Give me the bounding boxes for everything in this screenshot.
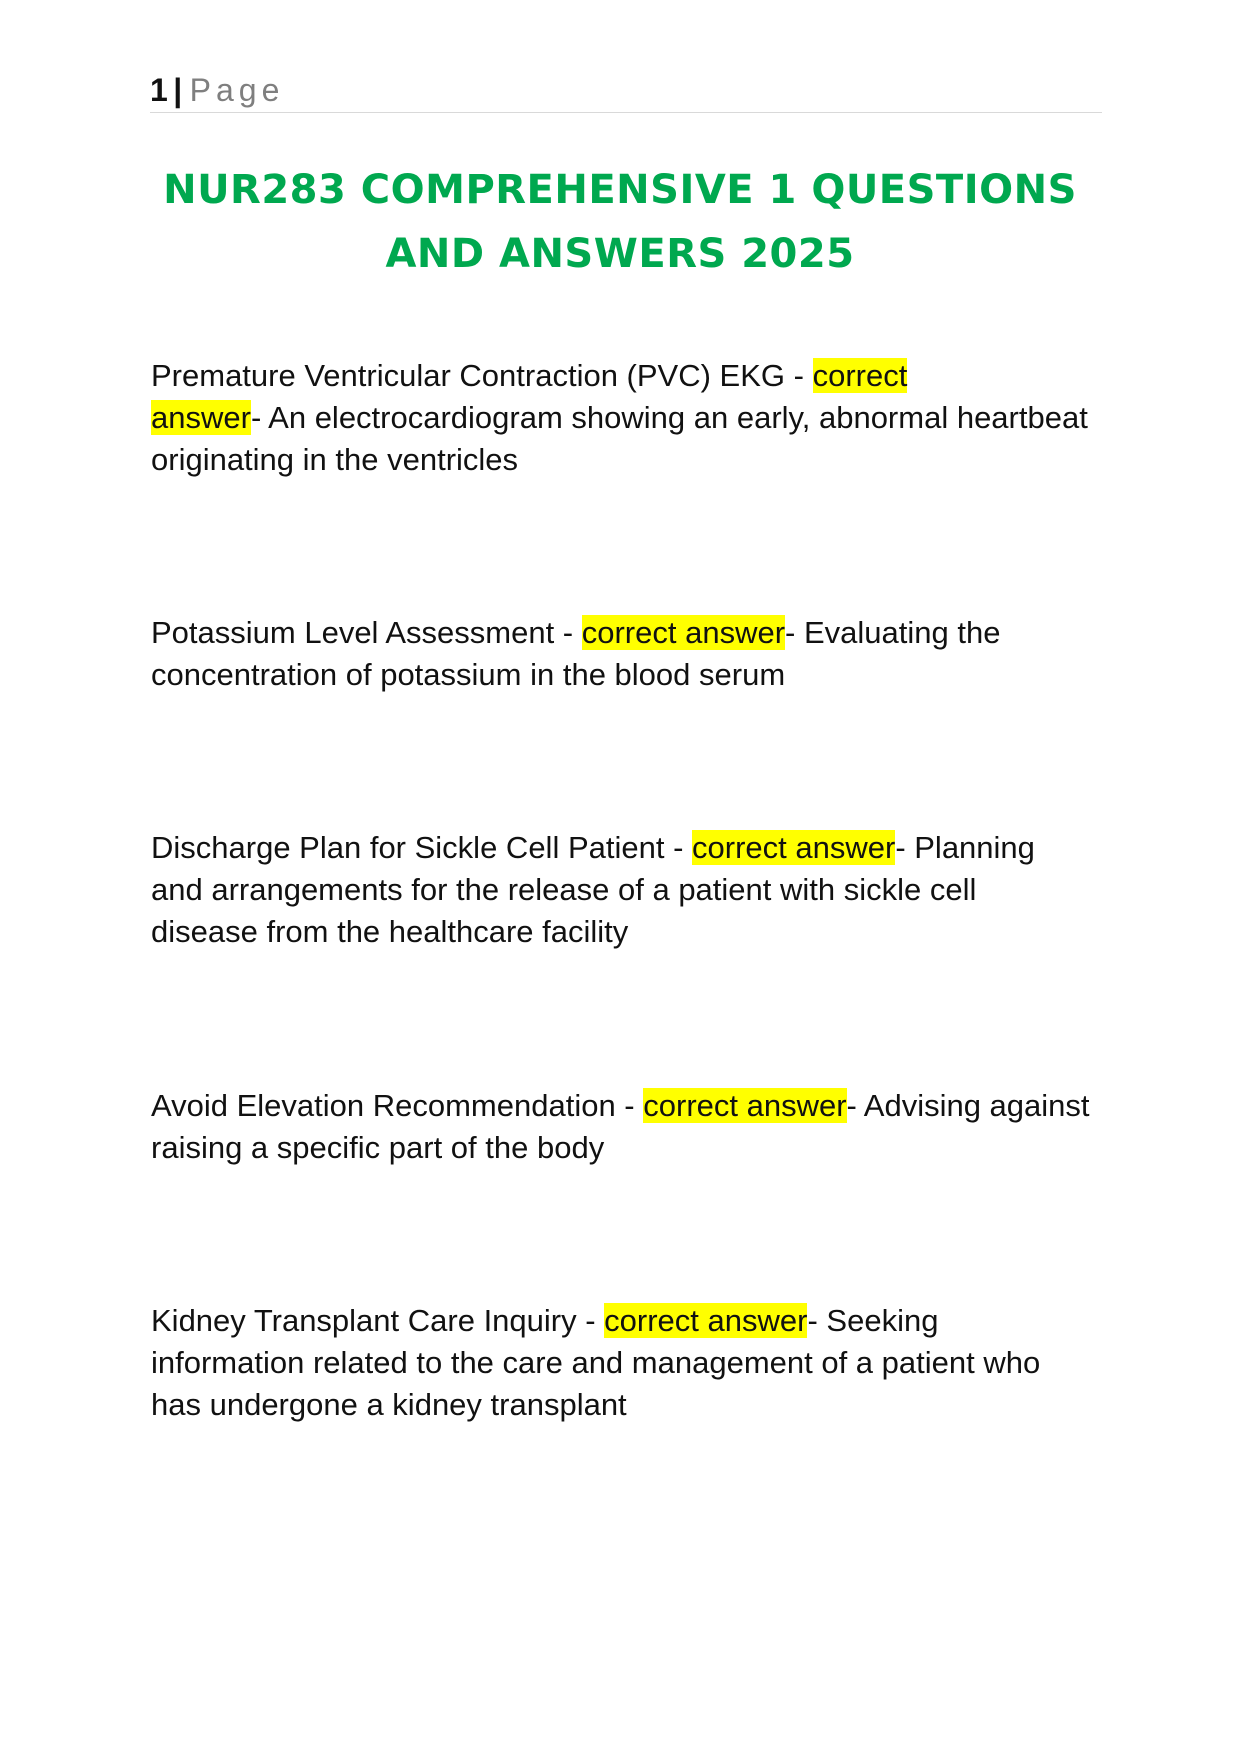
title-line-1: NUR283 COMPREHENSIVE 1 QUESTIONS [163,167,1077,213]
entry-definition: - Advising against raising a specific part of the body [151,1088,1090,1165]
answer-marker: correct answer [643,1088,847,1123]
entry-definition: - Seeking information related to the care and management of a patient who has undergone a kidney transplant [151,1303,1041,1422]
document-title [140,158,1100,286]
page-number: 1 [150,72,169,108]
answer-marker: correct answer [581,615,786,650]
qa-entry-kidney-transplant [151,1300,1091,1426]
qa-entry-sickle-cell [151,827,1091,953]
entry-definition: - An electrocardiogram showing an early, abnormal heartbeat originating in the ventricles [151,400,1088,477]
answer-marker: correct [812,358,908,393]
page-label: Page [189,72,285,108]
answer-marker: correct answer [692,830,896,865]
entry-term: Kidney Transplant Care Inquiry - [151,1303,605,1338]
qa-entry-pvc-ekg [151,355,1091,481]
answer-marker: answer [151,400,251,435]
entry-term: Potassium Level Assessment - [151,615,582,650]
page-header [150,72,1102,113]
entry-term: Avoid Elevation Recommendation - [151,1088,644,1123]
entry-term: Discharge Plan for Sickle Cell Patient - [151,830,693,865]
qa-entry-potassium [151,612,1091,696]
entry-term: Premature Ventricular Contraction (PVC) EKG - [151,358,813,393]
answer-marker: correct answer [604,1303,808,1338]
entry-definition: - Planning and arrangements for the release of a patient with sickle cell disease from the healthcare facility [151,830,1035,949]
entry-definition: - Evaluating the concentration of potassium in the blood serum [151,615,1001,692]
page-separator: | [173,72,184,108]
title-line-2: AND ANSWERS 2025 [385,231,855,277]
qa-entry-avoid-elevation [151,1085,1091,1169]
